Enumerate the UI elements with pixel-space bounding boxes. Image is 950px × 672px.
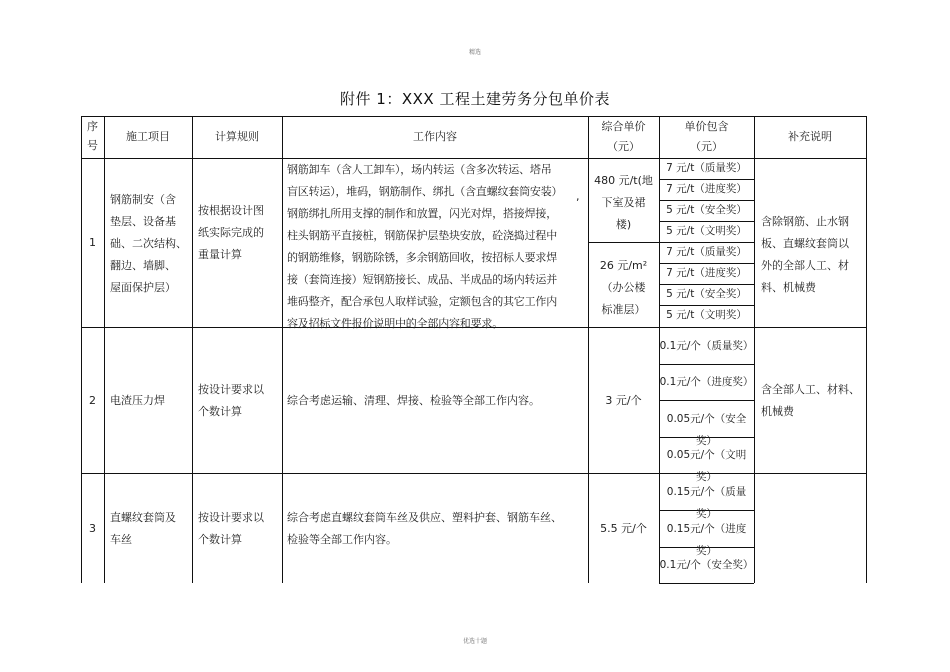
row2-item: 电渣压力焊 bbox=[110, 394, 165, 407]
row2-bonus: 0.1元/个（质量奖） bbox=[659, 340, 754, 352]
page-footer: 优选十题 bbox=[462, 638, 487, 645]
col-header-content: 工作内容 bbox=[413, 130, 457, 143]
row3-seq: 3 bbox=[89, 522, 96, 535]
page-title: 附件 1：XXX 工程土建劳务分包单价表 bbox=[340, 90, 610, 108]
row1-seq: 1 bbox=[89, 236, 96, 249]
col-header-note: 补充说明 bbox=[788, 130, 832, 143]
row3-bonus: 0.15元/个（进度奖） bbox=[666, 523, 747, 557]
row1-bonus: 7 元/t（质量奖） bbox=[666, 162, 747, 174]
row1-rule: 按根据设计图 纸实际完成的 重量计算 bbox=[198, 204, 264, 261]
col-header-price: 综合单价 （元） bbox=[601, 120, 646, 153]
col-header-seq: 序 号 bbox=[87, 120, 98, 152]
row2-content: 综合考虑运输、清理、焊接、检验等全部工作内容。 bbox=[287, 394, 540, 407]
row1-item: 钢筋制安（含 垫层、设备基 础、二次结构、 翻边、墙脚、 屋面保护层） bbox=[110, 193, 187, 294]
row1-price-b: 26 元/m² （办公楼 标准层） bbox=[599, 259, 648, 316]
table-rule bbox=[659, 400, 754, 401]
table-rule bbox=[192, 116, 193, 583]
table-rule bbox=[282, 116, 283, 583]
row1-bonus: 7 元/t（进度奖） bbox=[666, 267, 747, 279]
row1-note: 含除钢筋、止水钢 板、直螺纹套筒以 外的全部人工、材 料、机械费 bbox=[761, 215, 849, 294]
table-rule bbox=[104, 116, 105, 583]
row1-bonus: 5 元/t（安全奖） bbox=[666, 288, 747, 300]
row3-bonus: 0.1元/个（安全奖） bbox=[659, 559, 754, 571]
row2-note: 含全部人工、材料、 机械费 bbox=[761, 383, 860, 418]
row3-bonus: 0.15元/个（质量奖） bbox=[666, 486, 747, 520]
row3-content: 综合考虑直螺纹套筒车丝及供应、塑料护套、钢筋车丝、 检验等全部工作内容。 bbox=[287, 511, 562, 546]
row1-content-comma: , bbox=[576, 190, 580, 203]
col-header-bonus: 单价包含 （元） bbox=[684, 120, 729, 153]
row1-bonus: 5 元/t（文明奖） bbox=[666, 225, 747, 237]
row2-rule: 按设计要求以 个数计算 bbox=[198, 383, 264, 418]
table-rule bbox=[81, 116, 82, 583]
row1-bonus: 7 元/t（进度奖） bbox=[666, 183, 747, 195]
table-rule bbox=[866, 116, 867, 583]
row3-rule: 按设计要求以 个数计算 bbox=[198, 511, 264, 546]
row1-content: 钢筋卸车（含人工卸车），场内转运（含多次转运、塔吊 盲区转运），堆码，钢筋制作、绑扎（含直螺纹套筒安装） 钢筋绑扎所用支撑的制作和放置，闪光对焊，搭接焊接， 柱头钢筋平直接桩，钢筋保护层垫块安放，砼浇捣过程中 的钢筋维修，钢筋除锈，多余钢筋回收，按招标人要求焊 接（套筒连接）短钢筋接长、成品、半成品的场内转运并 堆码整齐，配合承包人取样试验，定额包含的其它工作内 容及招标文件报价说明中的全部内容和要求。 bbox=[287, 163, 563, 330]
table-rule bbox=[754, 116, 755, 583]
row1-bonus: 5 元/t（文明奖） bbox=[666, 309, 747, 321]
row2-bonus: 0.05元/个（文明奖） bbox=[666, 449, 747, 483]
col-header-item: 施工项目 bbox=[126, 130, 170, 143]
table-rule bbox=[659, 583, 754, 584]
row1-bonus: 5 元/t（安全奖） bbox=[666, 204, 747, 216]
table-rule bbox=[659, 364, 754, 365]
row1-price-a: 480 元/t(地 下室及裙 楼) bbox=[594, 174, 653, 231]
row3-item: 直螺纹套筒及 车丝 bbox=[110, 511, 176, 546]
page-header: 精选 bbox=[468, 49, 481, 56]
row3-price: 5.5 元/个 bbox=[600, 522, 647, 535]
row1-bonus: 7 元/t（质量奖） bbox=[666, 246, 747, 258]
row2-bonus: 0.1元/个（进度奖） bbox=[659, 376, 754, 388]
row2-seq: 2 bbox=[89, 394, 96, 407]
row2-bonus: 0.05元/个（安全奖） bbox=[666, 413, 747, 447]
col-header-rule: 计算规则 bbox=[215, 130, 259, 143]
row2-price: 3 元/个 bbox=[605, 394, 642, 407]
